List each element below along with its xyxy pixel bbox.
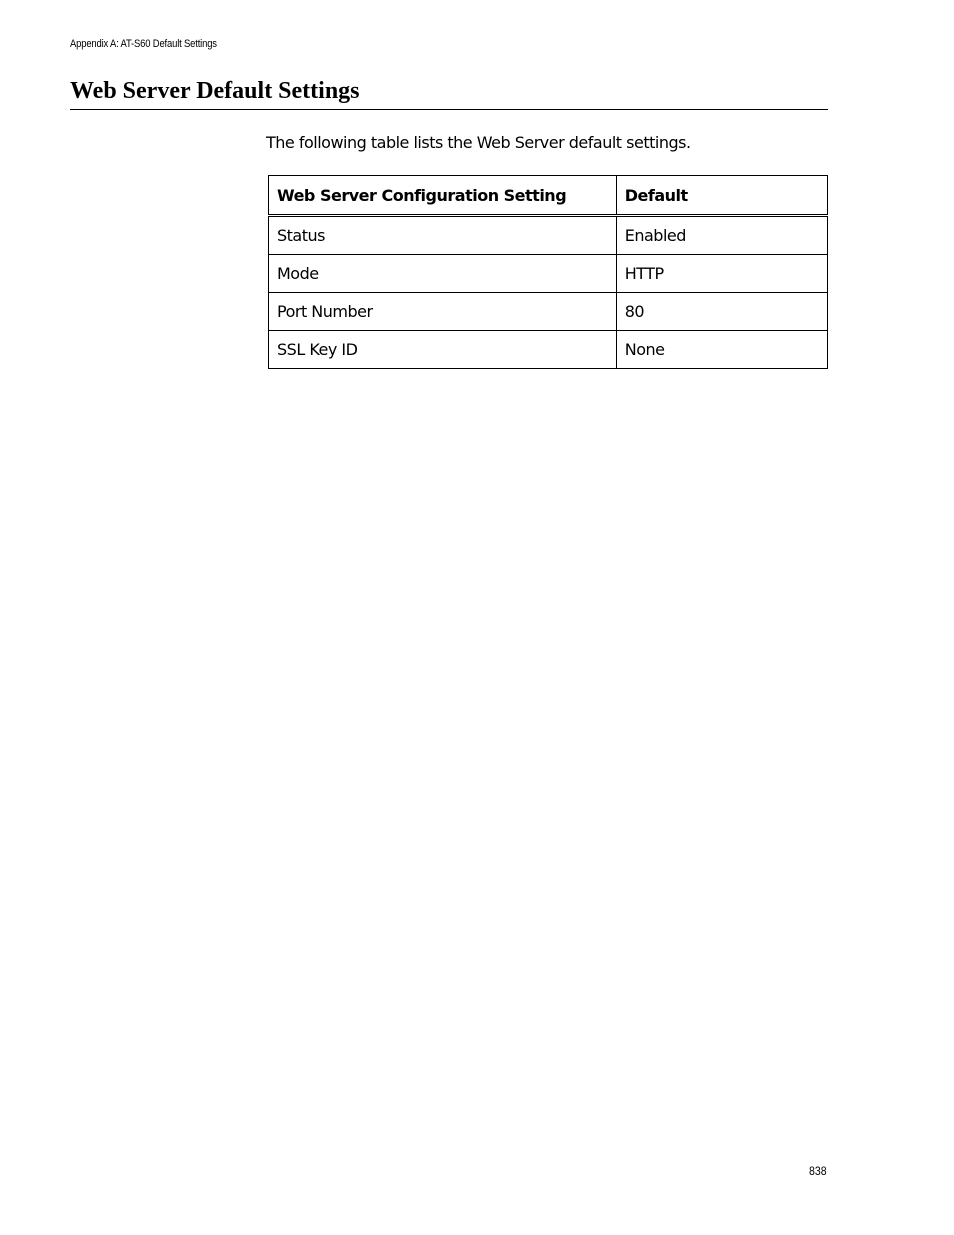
table-row — [269, 293, 828, 331]
setting-cell: Port Number — [269, 293, 617, 331]
setting-cell: Status — [269, 216, 617, 255]
column-header-setting: Web Server Configuration Setting — [269, 176, 617, 216]
running-header: Appendix A: AT-S60 Default Settings — [70, 38, 217, 50]
table-row — [269, 216, 828, 255]
default-cell: None — [616, 331, 827, 369]
page-number: 838 — [809, 1164, 827, 1178]
table-row — [269, 255, 828, 293]
table-header-row — [269, 176, 828, 216]
default-cell: 80 — [616, 293, 827, 331]
title-rule — [70, 109, 828, 110]
section-title: Web Server Default Settings — [70, 78, 360, 104]
intro-paragraph: The following table lists the Web Server default settings. — [266, 133, 691, 152]
table-row — [269, 331, 828, 369]
setting-cell: SSL Key ID — [269, 331, 617, 369]
column-header-default: Default — [616, 176, 827, 216]
setting-cell: Mode — [269, 255, 617, 293]
default-cell: HTTP — [616, 255, 827, 293]
web-server-defaults-table — [268, 175, 828, 369]
default-cell: Enabled — [616, 216, 827, 255]
